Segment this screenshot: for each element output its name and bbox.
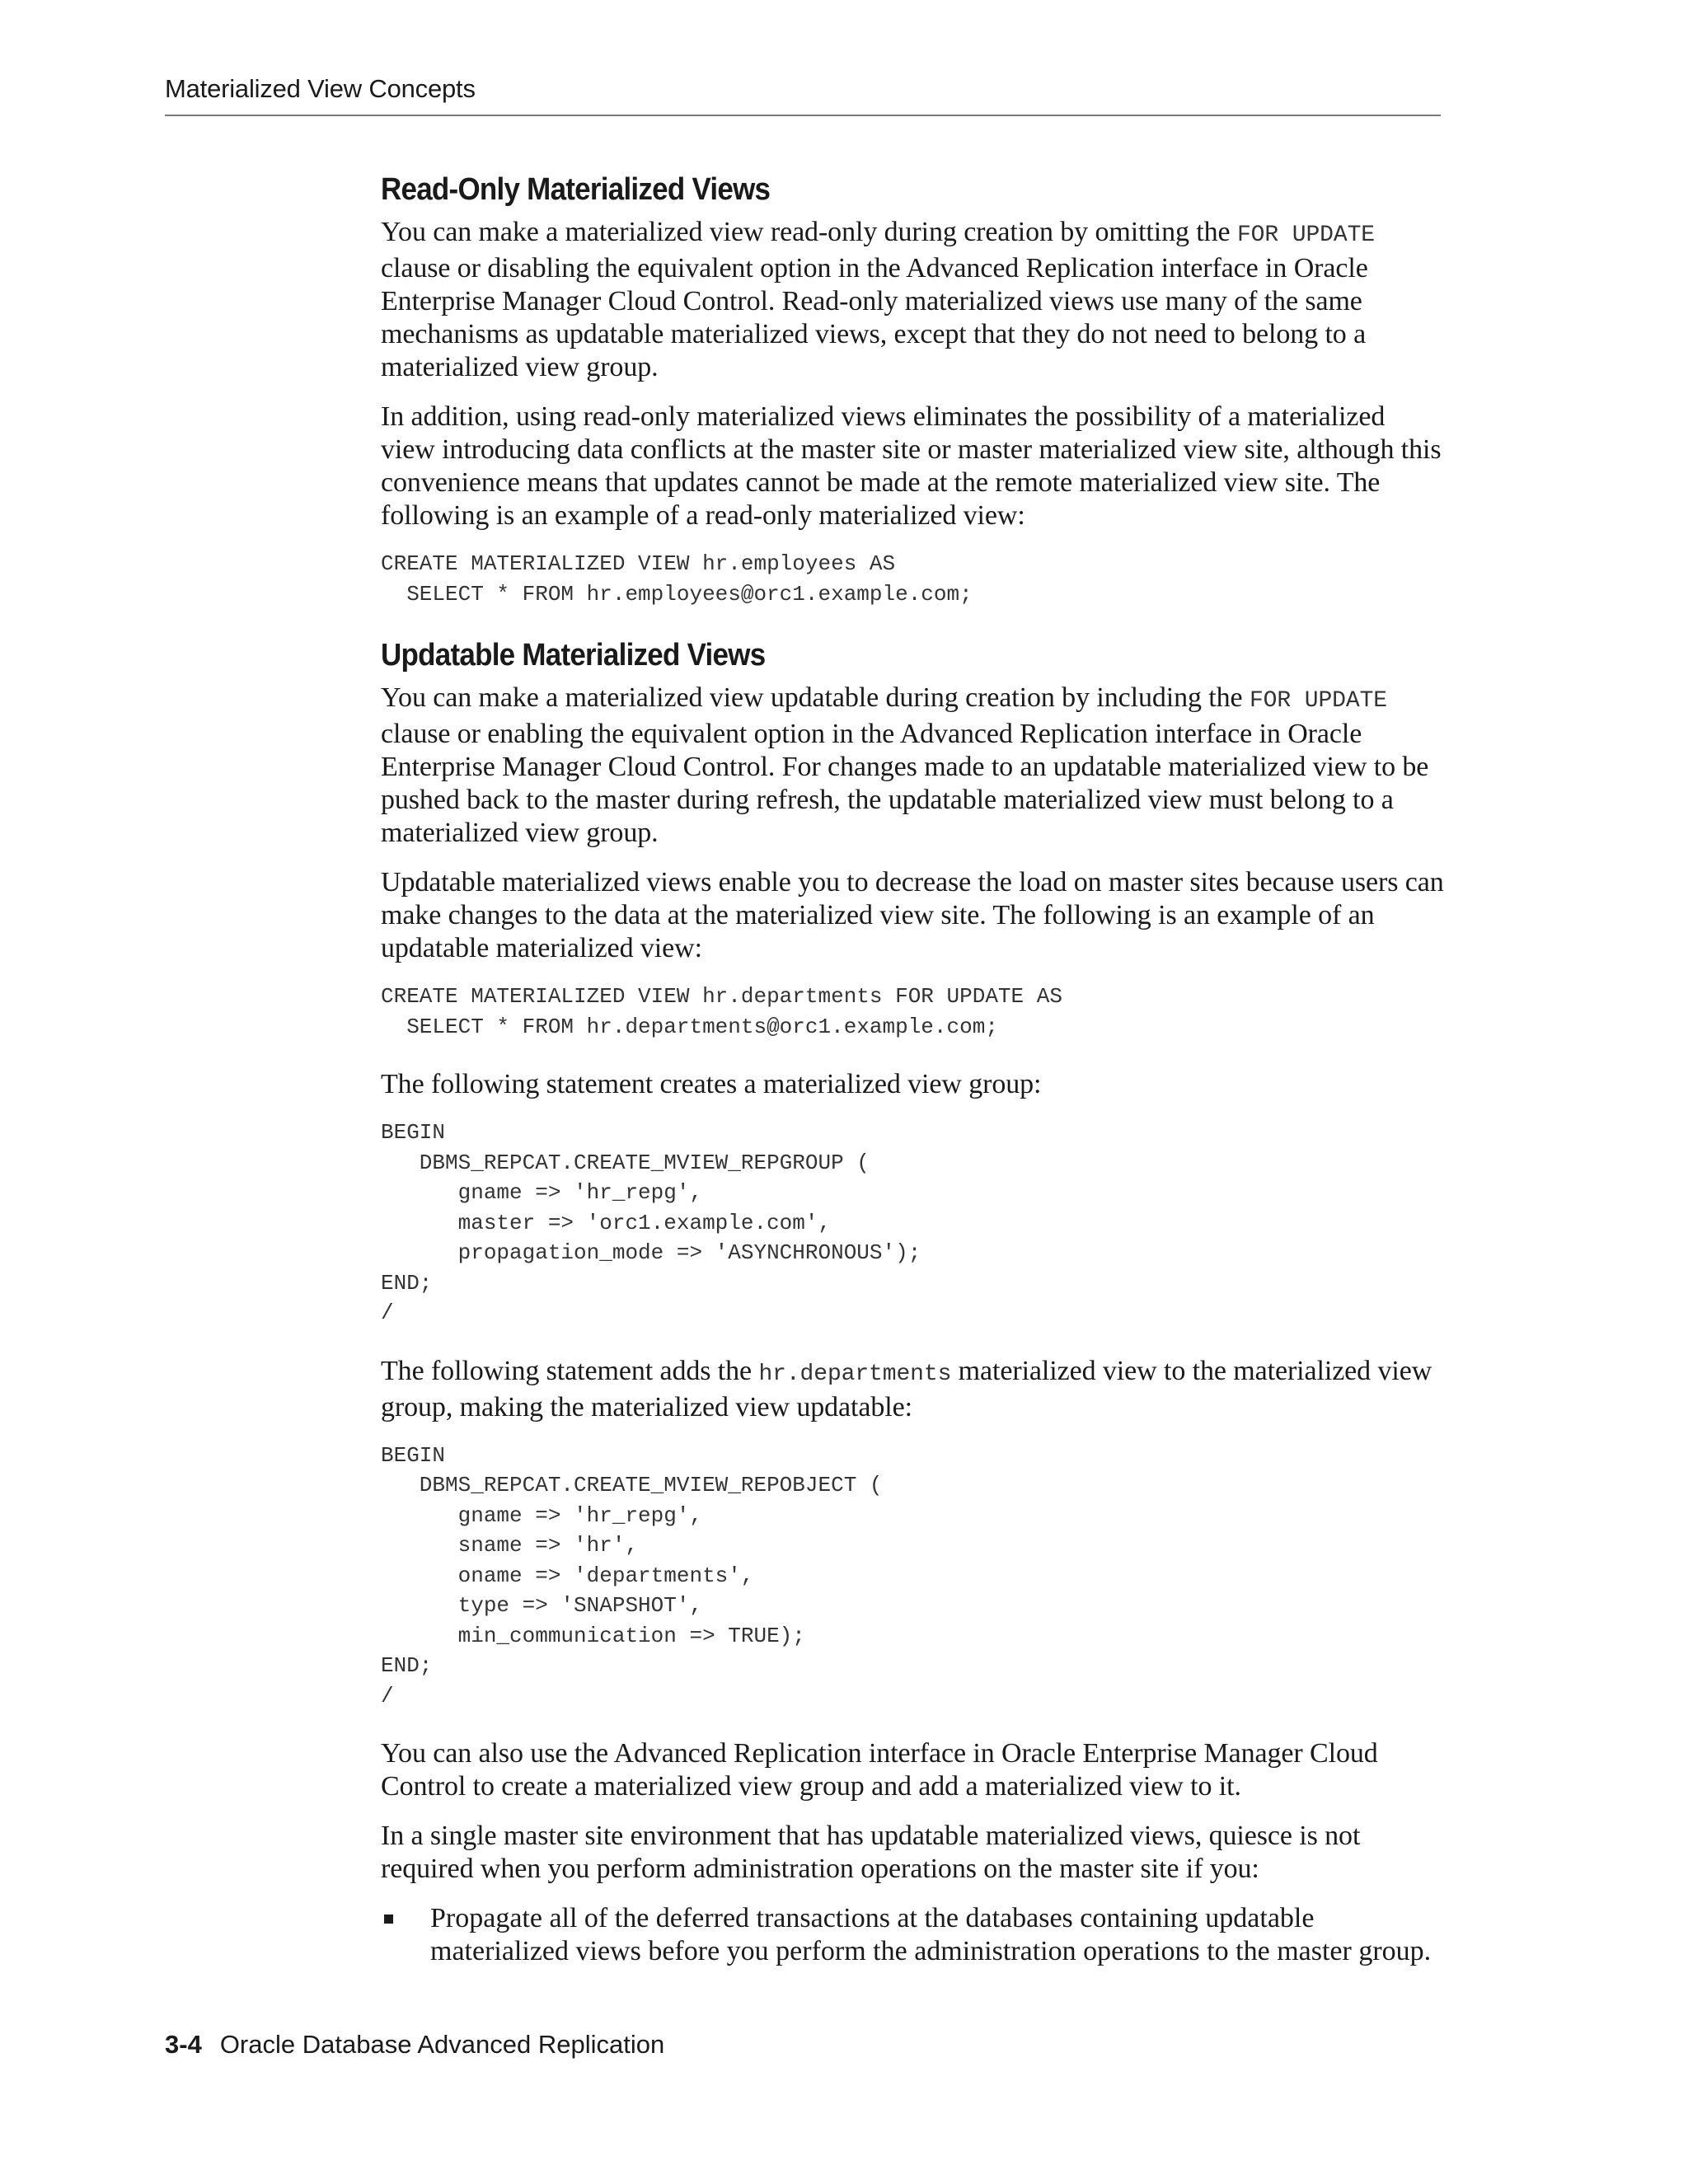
- updatable-paragraph-3: The following statement creates a materialized view group:: [381, 1069, 1042, 1099]
- readonly-p1-text-a: You can make a materialized view read-only during creation by omitting the: [381, 217, 1237, 247]
- updatable-p1-text-a: You can make a materialized view updatable during creation by including the: [381, 682, 1250, 713]
- heading-read-only-mv: Read-Only Materialized Views: [381, 172, 771, 207]
- main-content: [381, 170, 1444, 1968]
- repobject-code-example: BEGIN DBMS_REPCAT.CREATE_MVIEW_REPOBJECT ( gname => 'hr_repg', sname => 'hr', oname => 'departments', type => 'SNAPSHOT', min_communication => TRUE); END; /: [381, 1442, 883, 1708]
- page-number: 3-4: [165, 2030, 202, 2059]
- header-rule: [165, 115, 1441, 116]
- readonly-p1-text-b: clause or disabling the equivalent option in the Advanced Replication interface in Oracle Enterprise Manager Cloud Control. Read-only materialized views use many of the same mechanisms as updatable materialized views, except that they do not need to belong to a materialized view group.: [381, 253, 1368, 382]
- readonly-code-example: CREATE MATERIALIZED VIEW hr.employees AS SELECT * FROM hr.employees@orc1.example.com;: [381, 551, 973, 607]
- page-footer: [165, 2030, 664, 2060]
- repgroup-code-example: BEGIN DBMS_REPCAT.CREATE_MVIEW_REPGROUP ( gname => 'hr_repg', master => 'orc1.example.com', propagation_mode => 'ASYNCHRONOUS'); END; /: [381, 1120, 921, 1325]
- updatable-p4-code: hr.departments: [758, 1361, 952, 1387]
- updatable-paragraph-1: [381, 682, 1444, 850]
- updatable-p1-text-b: clause or enabling the equivalent option in the Advanced Replication interface in Oracle Enterprise Manager Cloud Control. For changes made to an updatable materialized view to be pushed back to the master during refresh, the updatable materialized view must belong to a materialized view group.: [381, 719, 1429, 848]
- updatable-paragraph-4: [381, 1355, 1444, 1424]
- square-bullet-icon: [384, 1915, 393, 1924]
- readonly-p1-code: FOR UPDATE: [1236, 223, 1375, 248]
- updatable-paragraph-5: You can also use the Advanced Replication interface in Oracle Enterprise Manager Cloud Control to create a materialized view group and add a materialized view to it.: [381, 1738, 1378, 1802]
- readonly-paragraph-2: In addition, using read-only materialized views eliminates the possibility of a materialized view introducing data conflicts at the master site or master materialized view site, although this convenience means that updates cannot be made at the remote materialized view site. The following is an example of a read-only materialized view:: [381, 401, 1442, 531]
- list-item: [381, 1902, 1444, 1968]
- list-item-text: Propagate all of the deferred transactions at the databases containing updatable materialized views before you perform the administration operations to the master group.: [430, 1903, 1432, 1966]
- updatable-paragraph-6: In a single master site environment that has updatable materialized views, quiesce is not required when you perform administration operations on the master site if you:: [381, 1821, 1361, 1884]
- updatable-p4-text-b: materialized view to the materialized view group, making the materialized view updatable:: [381, 1355, 1432, 1422]
- readonly-paragraph-1: [381, 216, 1444, 384]
- running-head: Materialized View Concepts: [165, 74, 476, 103]
- bullet-list: [381, 1902, 1444, 1968]
- updatable-paragraph-2: Updatable materialized views enable you to decrease the load on master sites because users can make changes to the data at the materialized view site. The following is an example of an updatable materialized view:: [381, 867, 1444, 963]
- updatable-p1-code: FOR UPDATE: [1249, 688, 1387, 714]
- updatable-code-example: CREATE MATERIALIZED VIEW hr.departments FOR UPDATE AS SELECT * FROM hr.departments@orc1.example.com;: [381, 984, 1062, 1039]
- heading-updatable-mv: Updatable Materialized Views: [381, 638, 766, 673]
- book-title: Oracle Database Advanced Replication: [219, 2030, 665, 2059]
- updatable-p4-text-a: The following statement adds the: [381, 1355, 759, 1386]
